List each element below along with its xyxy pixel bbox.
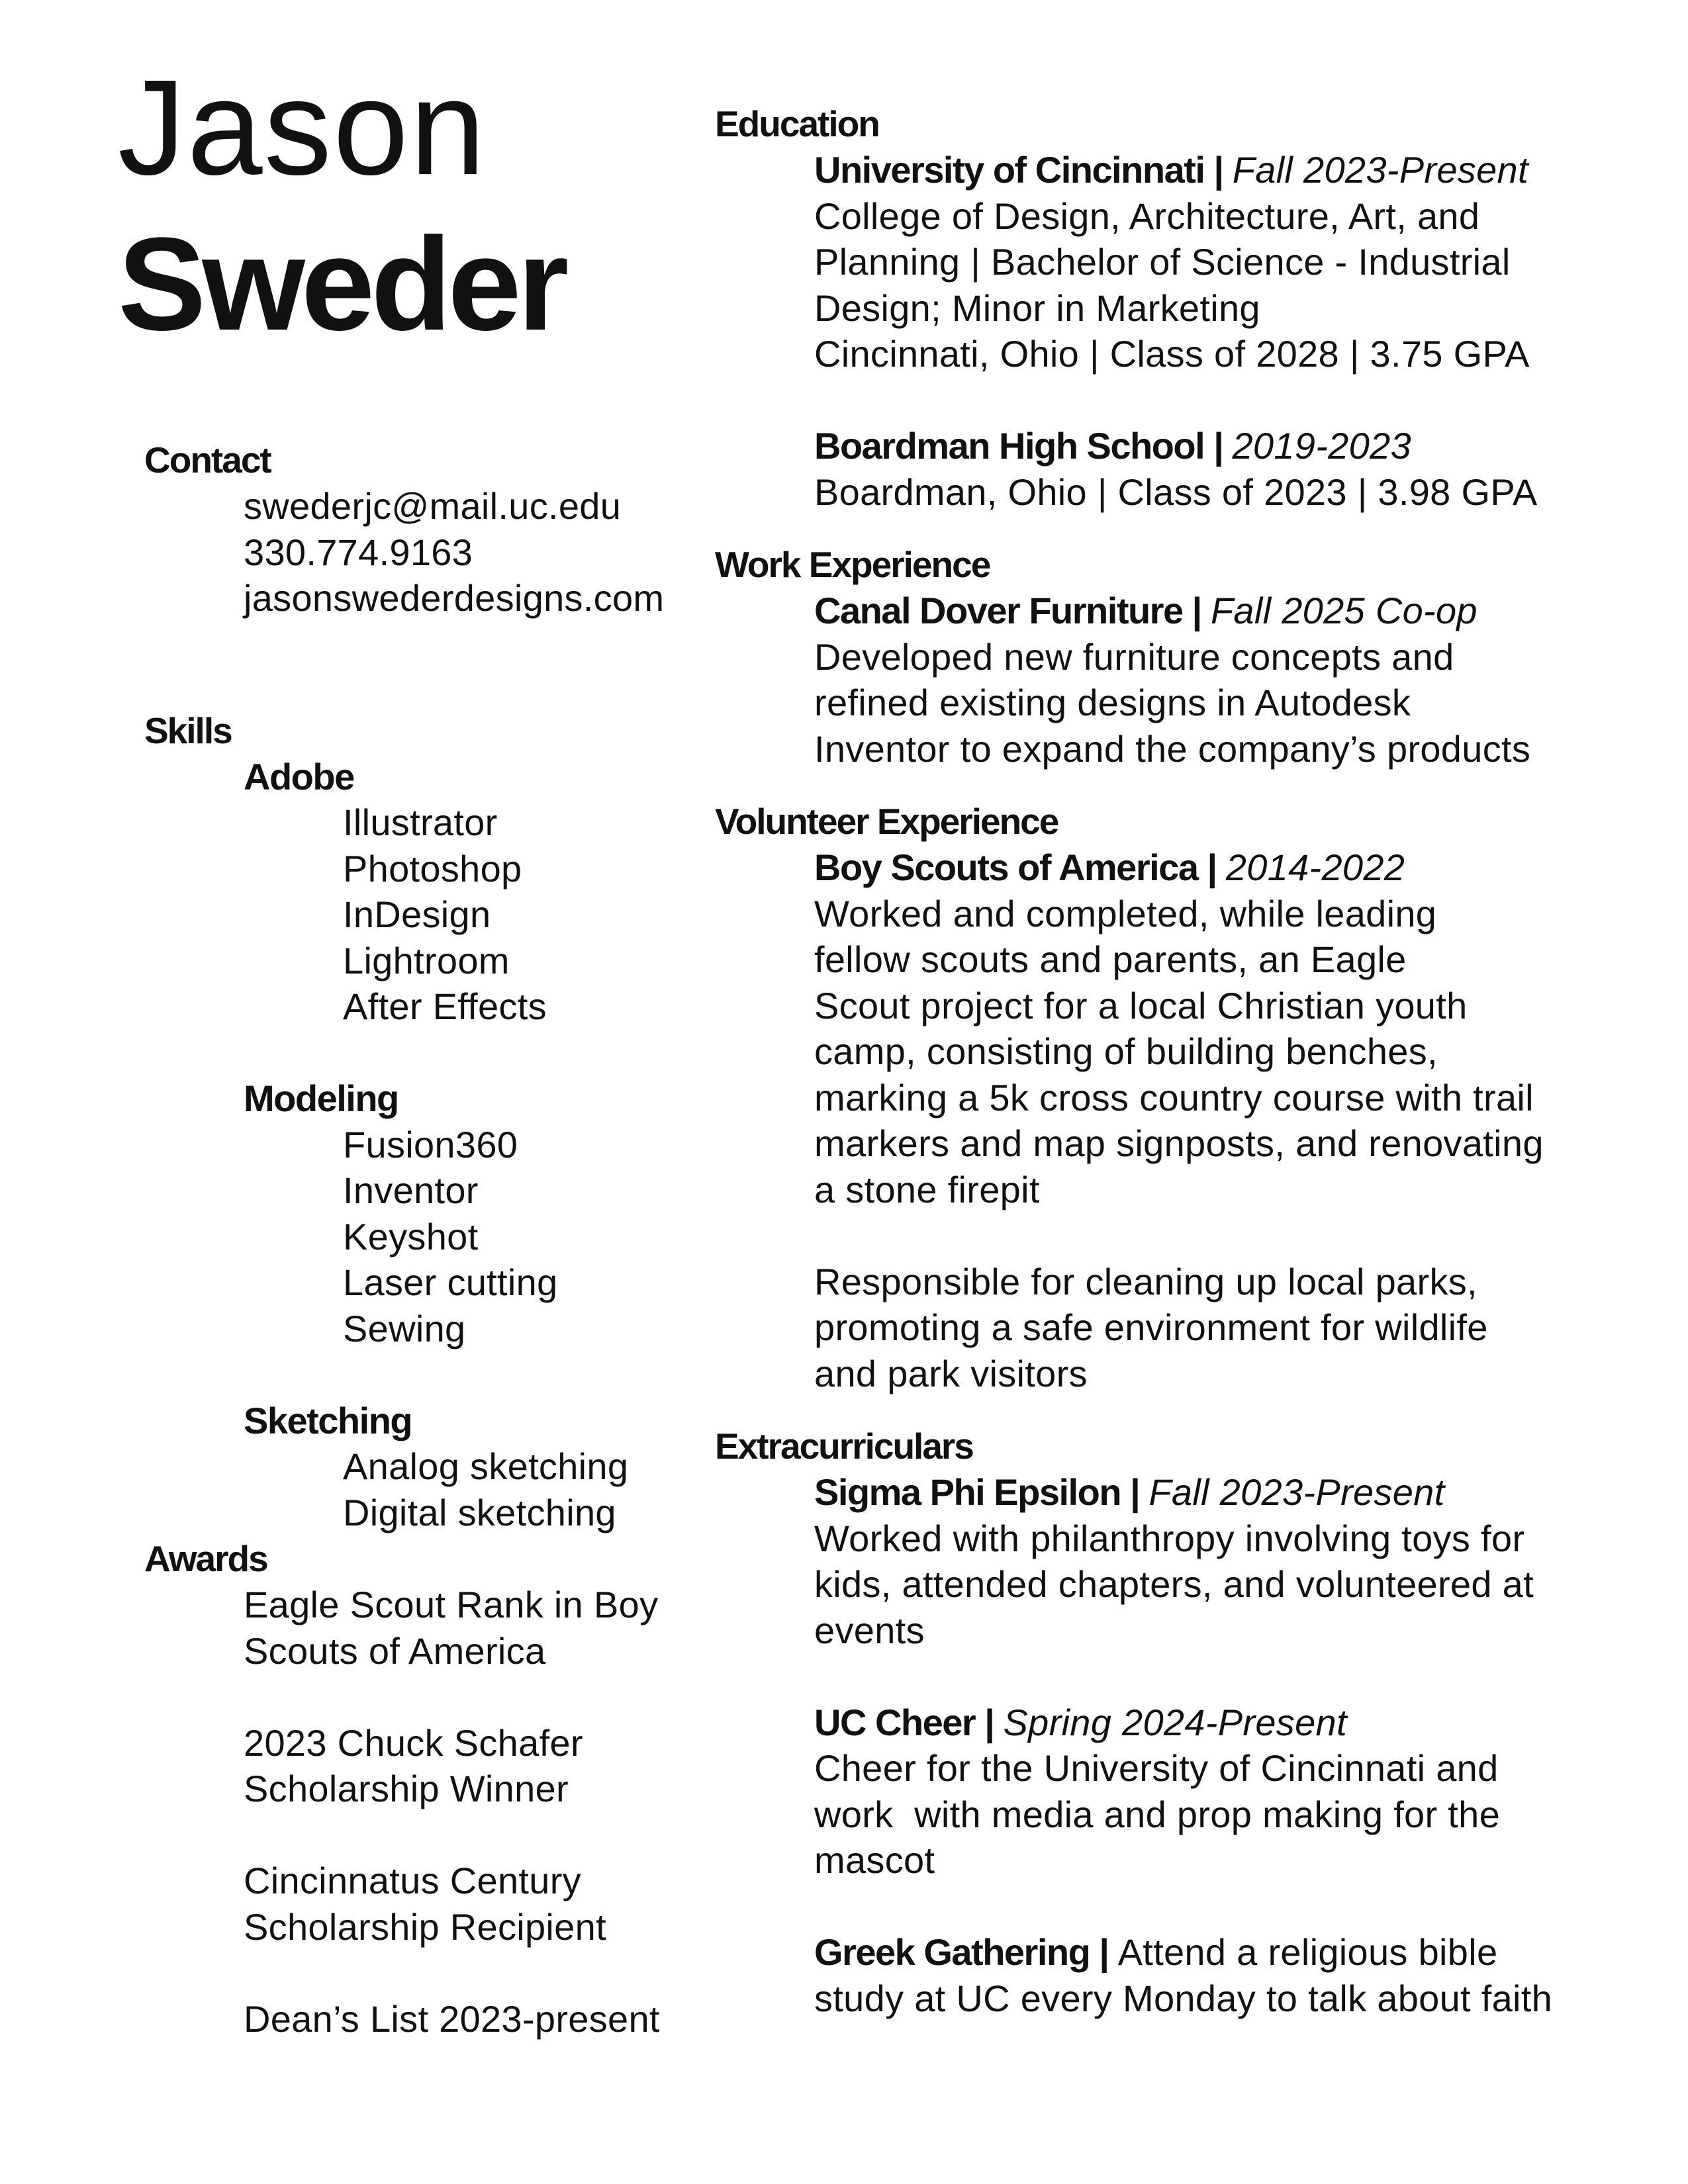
entry-line: refined existing designs in Autodesk (814, 682, 1411, 723)
entry-org: Sigma Phi Epsilon (814, 1471, 1121, 1513)
skill-item: Inventor (343, 1169, 479, 1211)
entry-line: Design; Minor in Marketing (814, 287, 1260, 329)
entry-separator: | (1121, 1471, 1149, 1513)
entry-line: Cincinnati, Ohio | Class of 2028 | 3.75 GPA (814, 333, 1530, 375)
entry-line: Responsible for cleaning up local parks, (814, 1260, 1477, 1302)
skill-group-title: Adobe (244, 755, 354, 797)
entry-line: a stone firepit (814, 1168, 1040, 1210)
entry-date: 2019-2023 (1232, 425, 1411, 467)
entry-separator: | (1204, 149, 1233, 191)
name-first: Jason (118, 52, 487, 203)
entry-separator: | (1090, 1931, 1118, 1973)
entry-line: promoting a safe environment for wildlife (814, 1306, 1488, 1348)
volunteer-heading: Volunteer Experience (715, 801, 1058, 842)
skill-item: Photoshop (343, 847, 522, 889)
entry-org: Greek Gathering (814, 1931, 1090, 1973)
entry-line: Worked and completed, while leading (814, 892, 1437, 934)
award-line: Cincinnatus Century (244, 1860, 581, 1901)
awards-heading: Awards (144, 1538, 267, 1579)
awards-section (144, 1535, 707, 2042)
entry-title (715, 1929, 1648, 1976)
entry-line: events (814, 1609, 925, 1651)
entry-line: Boardman, Ohio | Class of 2023 | 3.98 GPA (814, 471, 1538, 513)
award-line: Scouts of America (244, 1629, 546, 1672)
contact-email: swederjc@mail.uc.edu (244, 485, 622, 527)
entry-title (715, 147, 1648, 193)
entry-title (715, 1469, 1648, 1516)
work-section (715, 541, 1648, 772)
skill-group-title: Sketching (244, 1399, 412, 1441)
left-column (144, 437, 707, 2042)
right-column (715, 101, 1648, 2021)
extracurriculars-heading: Extracurriculars (715, 1426, 973, 1467)
entry-org: Boy Scouts of America (814, 846, 1198, 888)
entry-separator: | (1182, 590, 1211, 631)
entry-org: Boardman High School (814, 425, 1205, 467)
award-line: Scholarship Winner (244, 1768, 569, 1809)
name-last: Sweder (118, 210, 565, 358)
education-heading: Education (715, 103, 879, 144)
entry-separator: | (975, 1701, 1004, 1743)
entry-line: kids, attended chapters, and volunteered at (814, 1563, 1534, 1605)
entry-line: mascot (814, 1839, 935, 1881)
entry-date: Fall 2025 Co-op (1210, 590, 1477, 631)
education-section (715, 101, 1648, 515)
entry-line: fellow scouts and parents, an Eagle (814, 938, 1407, 980)
entry-line: and park visitors (814, 1352, 1088, 1394)
entry-line: College of Design, Architecture, Art, and (814, 195, 1480, 237)
entry-line: Developed new furniture concepts and (814, 635, 1454, 678)
entry-title (715, 844, 1648, 891)
entry-line: Scout project for a local Christian youth (814, 984, 1468, 1026)
entry-date: 2014-2022 (1225, 846, 1405, 888)
skill-item: Analog sketching (343, 1445, 629, 1487)
extracurriculars-section (715, 1423, 1648, 2021)
skill-group-sketching (144, 1398, 707, 1536)
skill-item: Illustrator (343, 801, 498, 843)
entry-line: work with media and prop making for the (814, 1793, 1501, 1835)
skill-item: InDesign (343, 893, 491, 935)
entry-org: Canal Dover Furniture (814, 590, 1183, 631)
award-line: 2023 Chuck Schafer (244, 1721, 583, 1764)
entry-line: Inventor to expand the company’s products (814, 727, 1531, 770)
skill-group-adobe (144, 754, 707, 1030)
entry-line: Planning | Bachelor of Science - Industrial (814, 241, 1511, 283)
entry-inline-text: Attend a religious bible (1117, 1931, 1498, 1973)
skill-group-title: Modeling (244, 1077, 399, 1119)
entry-line: study at UC every Monday to talk about faith (814, 1977, 1553, 2019)
entry-line: camp, consisting of building benches, (814, 1030, 1438, 1072)
entry-line: marking a 5k cross country course with trail (814, 1076, 1534, 1118)
award-line: Dean’s List 2023-present (244, 1997, 660, 2040)
contact-section (144, 437, 707, 621)
entry-separator: | (1204, 425, 1233, 467)
skill-item: After Effects (343, 985, 547, 1027)
award-line: Eagle Scout Rank in Boy (244, 1584, 659, 1625)
skill-item: Sewing (343, 1307, 466, 1349)
entry-date: Fall 2023-Present (1232, 149, 1528, 191)
volunteer-section (715, 798, 1648, 1396)
entry-line: Worked with philanthropy involving toys for (814, 1517, 1525, 1559)
contact-heading: Contact (144, 439, 271, 480)
skill-group-modeling (144, 1075, 707, 1351)
entry-title (715, 588, 1648, 634)
entry-date: Spring 2024-Present (1003, 1701, 1347, 1743)
skills-section (144, 707, 707, 1536)
work-heading: Work Experience (715, 544, 990, 585)
entry-title (715, 1700, 1648, 1746)
award-line: Scholarship Recipient (244, 1905, 606, 1948)
entry-separator: | (1197, 846, 1226, 888)
contact-phone: 330.774.9163 (244, 531, 473, 573)
entry-line: markers and map signposts, and renovating (814, 1122, 1544, 1164)
skill-item: Laser cutting (343, 1261, 558, 1303)
skill-item: Keyshot (343, 1215, 479, 1257)
entry-org: UC Cheer (814, 1701, 976, 1743)
skills-heading: Skills (144, 709, 232, 751)
entry-title (715, 423, 1648, 469)
contact-website: jasonswederdesigns.com (244, 577, 665, 619)
entry-line: Cheer for the University of Cincinnati and (814, 1747, 1499, 1789)
entry-date: Fall 2023-Present (1149, 1471, 1445, 1513)
entry-org: University of Cincinnati (814, 149, 1205, 191)
skill-item: Digital sketching (343, 1491, 616, 1533)
skill-item: Lightroom (343, 939, 510, 981)
skill-item: Fusion360 (343, 1123, 518, 1165)
